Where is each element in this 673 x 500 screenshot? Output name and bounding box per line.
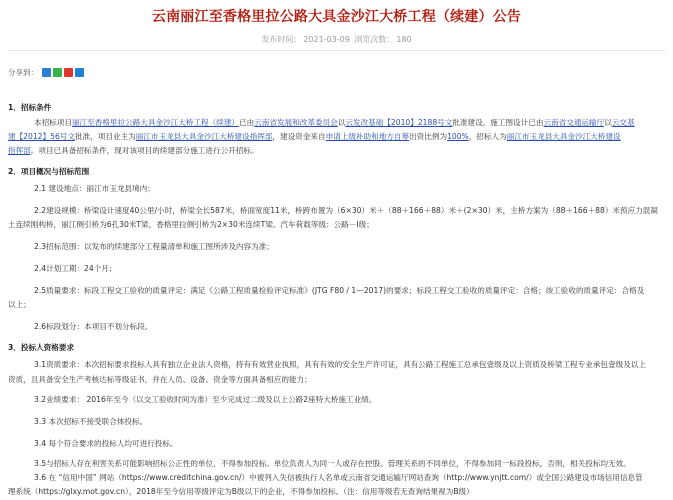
tencent-weibo-share-icon[interactable]: [53, 68, 62, 77]
list-item: 2.3招标范围：以发布的续建部分工程量清单和施工图所涉及内容为准；: [34, 242, 274, 251]
list-item: 2.2建设规模：桥梁设计速度40公里/小时，桥梁全长587米，桥面宽度11米，桥跨布置为（6×30）米＋（88＋166＋88）米＋(2×30）米，主桥方案为（88＋166＋88）米预应力混凝: [34, 206, 658, 215]
page-title: 云南丽江至香格里拉公路大具金沙江大桥工程（续建）公告: [151, 9, 522, 25]
list-item: 3.5与招标人存在利害关系可能影响招标公正性的单位，不得参加投标。单位负责人为同一人或存在控股、管理关系的不同单位，不得参加同一标段投标，否则，相关投标均无效。: [34, 459, 631, 468]
list-item-cont: 理系统（https://glxy.mot.gov.cn），2018年至今信用等级评定为B级以下的企业，不得参加投标。（注：信用等级若无查询结果视为B级）: [8, 487, 474, 496]
share-label: 分享到：: [8, 67, 38, 77]
list-item: 3.1资质要求：本次招标要求投标人具有独立企业法人资格，持有有效营业执照，具有有效的安全生产许可证，具有公路工程施工总承包壹级及以上资质及桥梁工程专业承包壹级及以上: [34, 360, 646, 369]
list-item: 3.6 在 “信用中国” 网站（https://www.creditchina.gov.cn/）中被列入失信被执行人名单或云南省交通运输厅网站查询（http://www.ynjtt.com/）或全国公路建设市场信用信息管: [34, 473, 643, 482]
sina-weibo-share-icon[interactable]: [64, 68, 73, 77]
renren-share-icon[interactable]: [75, 68, 84, 77]
list-item: 3.2业绩要求： 2016年至今（以交工验收时间为准）至少完成过二级及以上公路2座特大桥施工业绩。: [34, 395, 377, 404]
view-count-label: 浏览次数：: [354, 35, 395, 44]
paragraph-line: 指挥部。项目已具备招标条件，现对该项目的续建部分施工进行公开招标。: [8, 146, 259, 155]
list-item: 2.1 建设地点：丽江市玉龙县境内；: [34, 184, 155, 193]
list-item: 3.4 每个符合要求的投标人均可进行投标。: [34, 439, 178, 448]
section-heading-2: 2．项目概况与招标范围: [8, 167, 90, 176]
list-item: 2.5质量要求：标段工程交工验收的质量评定：满足《公路工程质量检验评定标准》(JTG F80 / 1—2017)的要求；标段工程交工验收的质量评定：合格；竣工验收的质量评定：合格及: [34, 286, 645, 295]
list-item-cont: 土连续刚构桥，丽江侧引桥为6孔30米T梁，香格里拉侧引桥为2×30米连续T梁。汽车荷载等级：公路－Ⅰ级；: [8, 220, 374, 229]
publish-date-label: 发布时间：: [261, 35, 302, 44]
view-count: 180: [396, 35, 412, 44]
share-bar: [8, 66, 86, 78]
list-item: 3.3 本次招标不接受联合体投标。: [34, 417, 148, 426]
publish-date: 2021-03-09: [303, 35, 350, 44]
list-item-cont: 以上；: [8, 300, 31, 309]
paragraph-line: 本招标项目丽江至香格里拉公路大具金沙江大桥工程（续建）已由云南省发展和改革委员会以云发改基础【2010】2188号文批准建设，施工图设计已由云南省交通运输厅以云交基: [34, 118, 635, 127]
title-divider: [8, 50, 665, 51]
section-heading-1: 1．招标条件: [8, 103, 52, 112]
qzone-share-icon[interactable]: [42, 68, 51, 77]
section-heading-3: 3．投标人资格要求: [8, 343, 75, 352]
list-item-cont: 资质，且具备安全生产考核达标等级证书，并在人员、设备、资金等方面具备相应的能力；: [8, 375, 312, 384]
paragraph-line: 建【2012】56号文批准，项目业主为丽江市玉龙县大具金沙江大桥建设指挥部，建设资金来自申请上级补助和地方自筹出资比例为100%，招标人为丽江市玉龙县大具金沙江大桥建设: [8, 132, 621, 141]
list-item: 2.6标段划分：本项目不划分标段。: [34, 322, 153, 331]
article-meta: [0, 34, 673, 45]
list-item: 2.4计划工期：24个月；: [34, 264, 117, 273]
